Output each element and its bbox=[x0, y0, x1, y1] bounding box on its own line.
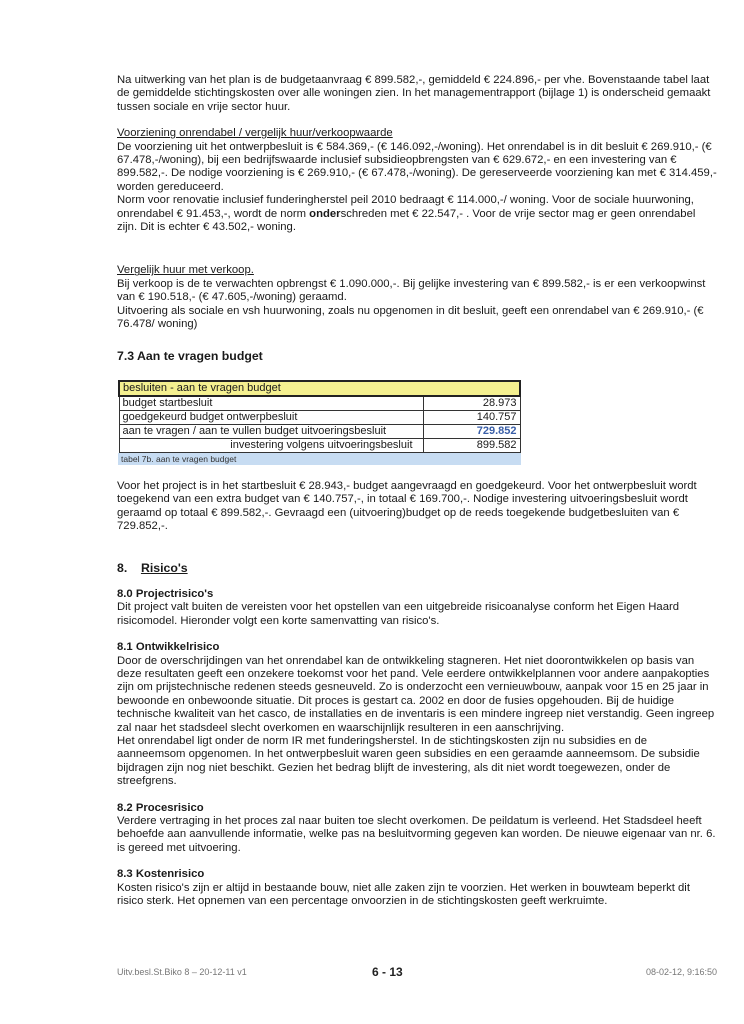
table-header-row bbox=[119, 381, 520, 396]
row-value: 140.757 bbox=[423, 410, 520, 424]
section-8-1-paragraph-2: Het onrendabel ligt onder de norm IR met funderingsherstel. In de stichtingskosten zijn nu subsidies en de aanneemsom opgenomen. In het ontwerpbesluit waren geen subsidies en een geraamde aanneemsom. De subsidie bijdragen zijn nog niet beschikt. Gezien het bedrag blijft de investering, als dit niet wordt toegewezen, onder de streefgrens. bbox=[117, 735, 700, 788]
voorziening-paragraph-1: De voorziening uit het ontwerpbesluit is € 584.369,- (€ 146.092,-/woning). Het onrendabel is in dit besluit € 269.910,- (€ 67.478,-/woning), bij een bedrijfswaarde inclusief subsidieopbrengsten van € 629.672,- en een investering van € 899.582,-. De nodige voorziening is € 269.910,- (€ 67.478,-/woning). De gereserveerde voorziening kan met € 314.459,-worden gereduceerd. bbox=[117, 140, 717, 193]
section-8-1-heading: 8.1 Ontwikkelrisico bbox=[117, 641, 220, 654]
section-8-3-paragraph: Kosten risico's zijn er altijd in bestaande bouw, niet alle zaken zijn te voorzien. Het werken in bouwteam beperkt dit risico sterk. Het opnemen van een percentage onvoorzien in de stichtingskosten geeft werkruimte. bbox=[117, 881, 690, 908]
voorziening-p2b: onder bbox=[309, 207, 341, 220]
section-8-3-heading: 8.3 Kostenrisico bbox=[117, 868, 205, 881]
voorziening-p2c: schreden met € 22.547,- . Voor de vrije sector mag er geen onrendabel zijn. Dit is echter € 43.502,- woning. bbox=[117, 207, 696, 234]
table-caption: tabel 7b. aan te vragen budget bbox=[118, 453, 521, 465]
section-8-title: Risico's bbox=[140, 560, 188, 575]
voorziening-paragraph-2 bbox=[117, 194, 717, 234]
row-label: investering volgens uitvoeringsbesluit bbox=[119, 438, 423, 452]
section-8-0-heading: 8.0 Projectrisico's bbox=[117, 587, 214, 600]
voorziening-heading: Voorziening onrendabel / vergelijk huur/verkoopwaarde bbox=[117, 127, 393, 140]
footer-timestamp: 08-02-12, 9:16:50 bbox=[645, 967, 717, 977]
table-row bbox=[119, 424, 520, 438]
section-7-3-paragraph: Voor het project is in het startbesluit € 28.943,- budget aangevraagd en goedgekeurd. Voor het ontwerpbesluit wordt toegekend van een extra budget van € 140.757,-, in totaal € 169.700,-. Nodige investering uitvoeringsbesluit wordt geraamd op totaal € 899.582,-. Gevraagd een (uitvoering)budget op de reeds toegekende budgetbesluiten van € 729.852,-. bbox=[117, 479, 697, 533]
section-8-2-paragraph: Verdere vertraging in het proces zal naar buiten toe slecht overkomen. De peildatum is verleend. Het Stadsdeel heeft behoefde aan aanvullende informatie, welke pas na besluitvorming gegeven kan worden. De nieuwe eigenaar van nr. 6. is gereed met uitvoering. bbox=[117, 815, 716, 854]
footer-document-id: Uitv.besl.St.Biko 8 – 20-12-11 v1 bbox=[117, 967, 247, 977]
section-8-heading bbox=[117, 562, 717, 575]
table-row bbox=[119, 438, 520, 452]
vergelijk-paragraph-1: Bij verkoop is de te verwachten opbrengst € 1.090.000,-. Bij gelijke investering van € 899.582,- is er een verkoopwinst van € 190.518,- (€ 47.605,-/woning) geraamd. bbox=[117, 277, 706, 304]
row-label: budget startbesluit bbox=[119, 396, 423, 411]
row-value: 899.582 bbox=[423, 438, 520, 452]
vergelijk-heading: Vergelijk huur met verkoop. bbox=[117, 264, 254, 277]
budget-table bbox=[118, 380, 521, 453]
section-8-number: 8. bbox=[117, 560, 128, 575]
section-7-3-heading: 7.3 Aan te vragen budget bbox=[117, 348, 263, 363]
row-label: goedgekeurd budget ontwerpbesluit bbox=[119, 410, 423, 424]
table-row bbox=[119, 396, 520, 411]
section-8-0-paragraph: Dit project valt buiten de vereisten voor het opstellen van een uitgebreide risicoanalyse conform het Eigen Haard risicomodel. Hieronder volgt een korte samenvatting van risico's. bbox=[117, 601, 680, 627]
vergelijk-paragraph-2: Uitvoering als sociale en vsh huurwoning, zoals nu opgenomen in dit besluit, geeft een onrendabel van € 269.910,- (€ 76.478/ woning) bbox=[117, 304, 704, 331]
section-8-1-paragraph-1: Door de overschrijdingen van het onrendabel kan de ontwikkeling stagneren. Het niet doorontwikkelen op basis van deze resultaten geeft een onzekere toekomst voor het pand. Vele eerdere ontwikkelplannen voor andere aanpakopties zijn om prijstechnische redenen steeds gesneuveld. Zo is onderzocht een vernieuwbouw, aanpak voor 15 en 25 jaar in bewoonde en onbewoonde situatie. Dit proces is gestart ca. 2002 en door de fusies opgehouden. Bij de huidige technische kwaliteit van het casco, de installaties en de inventaris is een mindere ingreep niet verstandig. Geen ingreep zal naar het stadsdeel slecht overkomen en waarschijnlijk resulteren in een aanschrijving. bbox=[117, 654, 715, 734]
row-value-highlight: 729.852 bbox=[423, 424, 520, 438]
footer-page-number: 6 - 13 bbox=[372, 965, 403, 979]
table-row bbox=[119, 410, 520, 424]
intro-paragraph: Na uitwerking van het plan is de budgetaanvraag € 899.582,-, gemiddeld € 224.896,- per vhe. Bovenstaande tabel laat de gemiddelde stichtingskosten over alle woningen zien. In het managementrapport (bijlage 1) is onderscheid gemaakt tussen sociale en vrije sector huur. bbox=[117, 74, 711, 113]
table-header-cell: besluiten - aan te vragen budget bbox=[119, 381, 520, 396]
voorziening-p2a: Norm voor renovatie inclusief funderingherstel peil 2010 bedraagt € 114.000,-/ woning. Voor de sociale huurwoning, onrendabel € 91.453,-, wordt de norm bbox=[117, 194, 694, 220]
row-value: 28.973 bbox=[423, 396, 520, 411]
section-8-2-heading: 8.2 Procesrisico bbox=[117, 801, 204, 814]
row-label: aan te vragen / aan te vullen budget uitvoeringsbesluit bbox=[119, 424, 423, 438]
document-page bbox=[117, 74, 717, 908]
